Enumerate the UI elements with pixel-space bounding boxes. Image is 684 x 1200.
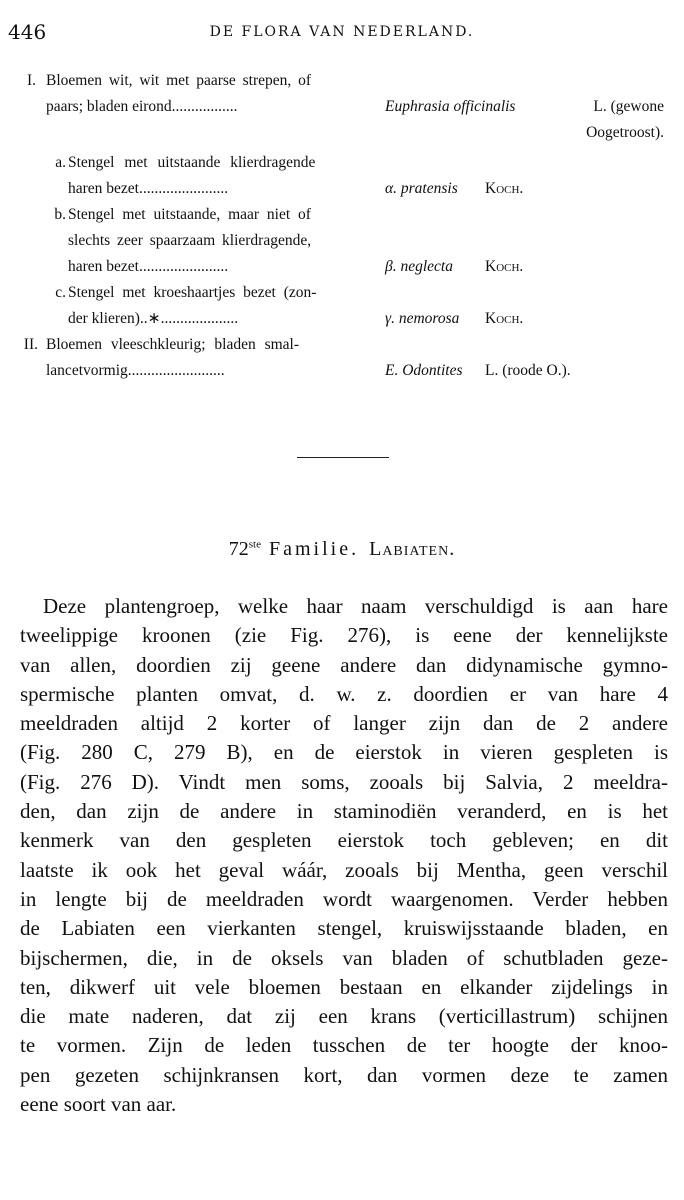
key-result: γ. nemorosa <box>385 310 460 327</box>
family-heading <box>0 538 684 561</box>
body-line: spermische planten omvat, d. w. z. doordien er van hare 4 <box>20 681 668 706</box>
body-line: die mate naderen, dat zij een krans (verticillastrum) schijnen <box>20 1004 668 1029</box>
key-text: haren bezet....................... <box>68 180 229 197</box>
key-authority: L. (roode O.). <box>485 362 571 379</box>
section-divider <box>297 457 389 458</box>
body-line: van allen, doordien zij geene andere dan didynamische gymno- <box>20 652 668 677</box>
key-text: Stengel met kroeshaartjes bezet (zon- <box>68 284 317 301</box>
body-line: pen gezeten schijnkransen kort, dan vormen deze te zamen <box>20 1062 668 1087</box>
key-text: Stengel met uitstaande, maar niet of <box>68 206 311 223</box>
key-text: Stengel met uitstaande klierdragende <box>68 154 316 171</box>
body-line: de Labiaten een vierkanten stengel, kruiswijsstaande bladen, en <box>20 916 668 941</box>
key-text: haren bezet....................... <box>68 258 229 275</box>
page-number: 446 <box>8 20 47 44</box>
body-line: bijschermen, die, in de oksels van bladen of schutbladen geze- <box>20 945 668 970</box>
key-row <box>0 202 684 228</box>
key-result: α. pratensis <box>385 180 458 197</box>
key-result: β. neglecta <box>385 258 453 275</box>
body-line: tweelippige kroonen (zie Fig. 276), is eene der kennelijkste <box>20 623 668 648</box>
family-number: 72ste <box>228 538 261 560</box>
body-line: in lengte bij de meeldraden wordt waargenomen. Verder hebben <box>20 886 668 911</box>
key-text: slechts zeer spaarzaam klierdragende, <box>68 232 312 249</box>
key-row <box>0 358 684 384</box>
family-number-suffix: ste <box>248 538 261 551</box>
key-label: I. <box>26 72 36 89</box>
family-word: Familie. <box>269 538 360 560</box>
key-row <box>0 94 684 120</box>
running-title: DE FLORA VAN NEDERLAND. <box>209 24 475 40</box>
page-header <box>0 18 684 48</box>
key-text: Bloemen wit, wit met paarse strepen, of <box>46 72 312 89</box>
key-result: Euphrasia officinalis <box>385 98 516 115</box>
key-label: II. <box>23 336 38 353</box>
key-label: b. <box>54 206 66 223</box>
key-label: a. <box>55 154 66 171</box>
key-common-name: Oogetroost). <box>586 124 664 141</box>
key-row <box>0 120 684 146</box>
key-result: E. Odontites <box>385 362 463 379</box>
key-authority: Koch. <box>485 258 524 275</box>
body-line: den, dan zijn de andere in staminodiën veranderd, en is het <box>20 799 668 824</box>
key-row <box>0 306 684 332</box>
body-line: (Fig. 276 D). Vindt men soms, zooals bij Salvia, 2 meeldra- <box>20 769 668 794</box>
body-line: kenmerk van den gespleten eierstok toch gebleven; en dit <box>20 828 668 853</box>
key-row <box>0 254 684 280</box>
body-line: te vormen. Zijn de leden tusschen de ter hoogte der knoo- <box>20 1033 668 1058</box>
key-text: lancetvormig......................... <box>46 362 225 379</box>
key-row <box>0 68 684 94</box>
body-line: Deze plantengroep, welke haar naam verschuldigd is aan hare <box>43 594 668 618</box>
key-text: paars; bladen eirond................. <box>46 98 238 115</box>
key-text: Bloemen vleeschkleurig; bladen smal- <box>46 336 300 353</box>
key-row <box>0 150 684 176</box>
key-row <box>0 332 684 358</box>
key-text: der klieren)..∗.................... <box>68 310 239 327</box>
key-authority: Koch. <box>485 310 524 327</box>
key-label: c. <box>55 284 66 301</box>
body-line: (Fig. 280 C, 279 B), en de eierstok in vieren gespleten is <box>20 740 668 765</box>
key-row <box>0 176 684 202</box>
body-line: eene soort van aar. <box>20 1092 177 1117</box>
key-row <box>0 280 684 306</box>
family-name: Labiaten. <box>369 538 456 560</box>
body-line: meeldraden altijd 2 korter of langer zijn dan de 2 andere <box>20 711 668 736</box>
key-authority: L. (gewone <box>593 98 664 115</box>
body-paragraph <box>20 592 668 1119</box>
key-row <box>0 228 684 254</box>
body-line: laatste ik ook het geval wáár, zooals bij Mentha, geen verschil <box>20 857 668 882</box>
body-line: ten, dikwerf uit vele bloemen bestaan en elkander zijdelings in <box>20 974 668 999</box>
key-authority: Koch. <box>485 180 524 197</box>
